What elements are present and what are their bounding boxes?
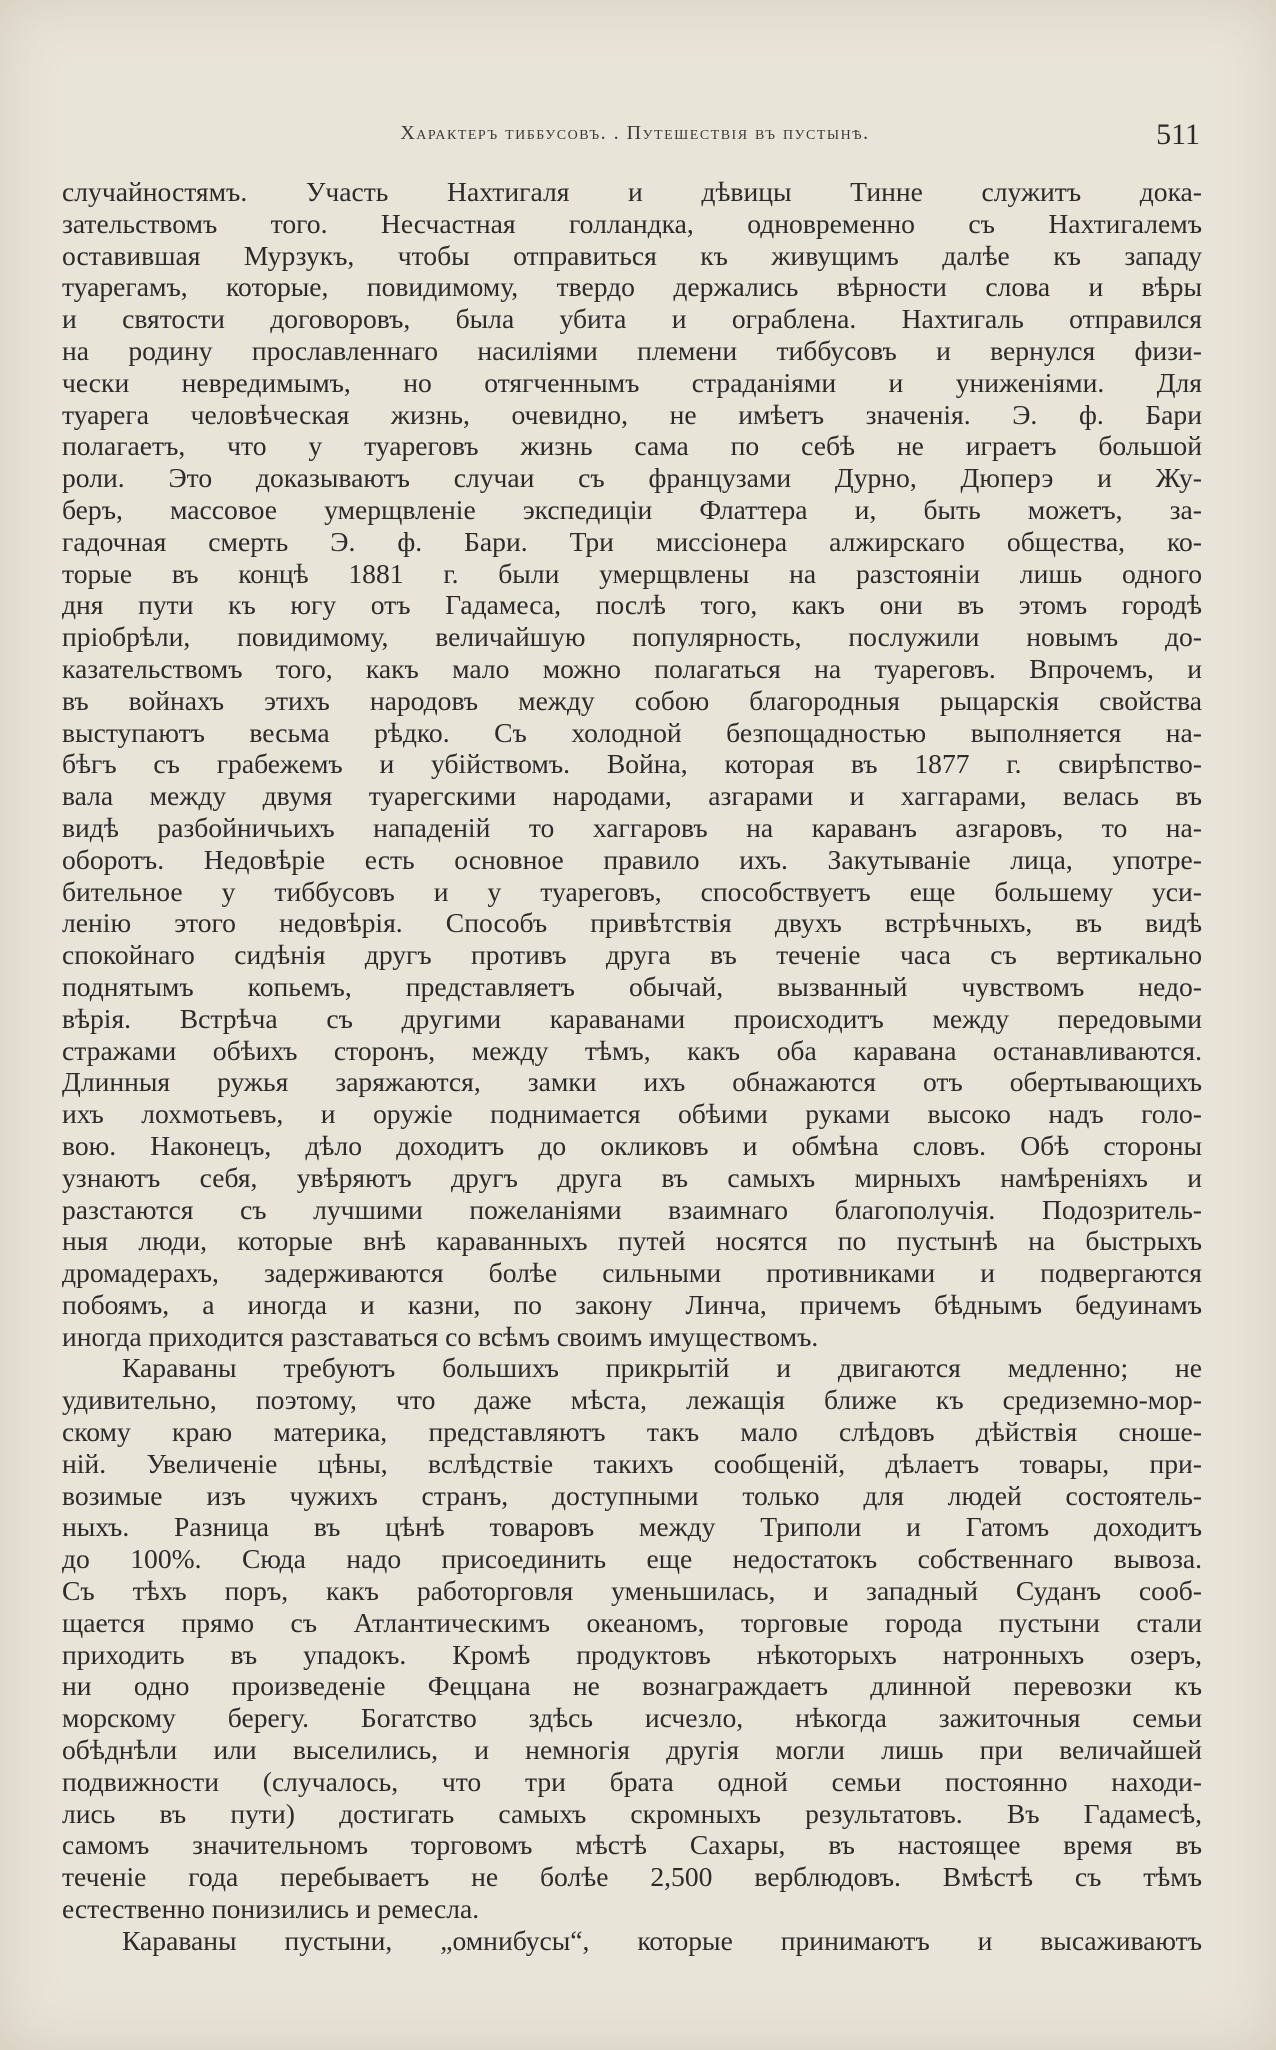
text-line: удивительно, поэтому, что даже мѣста, лежащія ближе къ средиземно-мор- <box>62 1384 1202 1416</box>
text-line: самомъ значительномъ торговомъ мѣстѣ Сахары, въ настоящее время въ <box>62 1829 1202 1861</box>
text-line: выступаютъ весьма рѣдко. Съ холодной безпощадностью выполняется на- <box>62 716 1202 748</box>
text-line: въ войнахъ этихъ народовъ между собою благородныя рыцарскія свойства <box>62 684 1202 716</box>
text-line: ній. Увеличеніе цѣны, вслѣдствіе такихъ сообщеній, дѣлаетъ товары, при- <box>62 1447 1202 1479</box>
text-line: роли. Это доказываютъ случаи съ французами Дурно, Дюперэ и Жу- <box>62 462 1202 494</box>
running-title: Характеръ тиббусовъ. . Путешествія въ пустынѣ. <box>400 122 870 144</box>
text-line: пріобрѣли, повидимому, величайшую популярность, послужили новымъ до- <box>62 621 1202 653</box>
text-line: чески невредимымъ, но отягченнымъ страданіями и униженіями. Для <box>62 366 1202 398</box>
text-line: ни одно произведеніе Феццана не вознаграждаетъ длинной перевозки къ <box>62 1670 1202 1702</box>
text-line: стражами обѣихъ сторонъ, между тѣмъ, какъ оба каравана останавливаются. <box>62 1034 1202 1066</box>
text-line: ихъ лохмотьевъ, и оружіе поднимается обѣими руками высоко надъ голо- <box>62 1098 1202 1130</box>
text-line: ныхъ. Разница въ цѣнѣ товаровъ между Триполи и Гатомъ доходитъ <box>62 1511 1202 1543</box>
text-line: приходить въ упадокъ. Кромѣ продуктовъ нѣкоторыхъ натронныхъ озеръ, <box>62 1638 1202 1670</box>
text-line: бительное у тиббусовъ и у туареговъ, способствуетъ еще большему уси- <box>62 875 1202 907</box>
text-line: щается прямо съ Атлантическимъ океаномъ, торговые города пустыни стали <box>62 1606 1202 1638</box>
text-line: случайностямъ. Участь Нахтигаля и дѣвицы Тинне служитъ дока- <box>62 176 1202 207</box>
text-line: возимые изъ чужихъ странъ, доступными только для людей состоятель- <box>62 1479 1202 1511</box>
text-line: лись въ пути) достигать самыхъ скромныхъ результатовъ. Въ Гадамесѣ, <box>62 1797 1202 1829</box>
text-line: дромадерахъ, задерживаются болѣе сильными противниками и подвергаются <box>62 1257 1202 1289</box>
text-line: подвижности (случалось, что три брата одной семьи постоянно находи- <box>62 1765 1202 1797</box>
text-line: туарегамъ, которые, повидимому, твердо держались вѣрности слова и вѣры <box>62 271 1202 303</box>
text-line: ныя люди, которые внѣ караванныхъ путей носятся по пустынѣ на быстрыхъ <box>62 1225 1202 1257</box>
text-line: до 100%. Сюда надо присоединить еще недостатокъ собственнаго вывоза. <box>62 1543 1202 1575</box>
text-line: торые въ концѣ 1881 г. были умерщвлены на разстояніи лишь одного <box>62 557 1202 589</box>
text-line: оставившая Мурзукъ, чтобы отправиться къ живущимъ далѣе къ западу <box>62 239 1202 271</box>
text-line: обѣднѣли или выселились, и немногія другія могли лишь при величайшей <box>62 1734 1202 1766</box>
page-number: 511 <box>1156 118 1200 151</box>
text-line: скому краю материка, представляютъ такъ мало слѣдовъ дѣйствія сноше- <box>62 1416 1202 1448</box>
text-line: побоямъ, а иногда и казни, по закону Линча, причемъ бѣднымъ бедуинамъ <box>62 1288 1202 1320</box>
text-line: беръ, массовое умерщвленіе экспедиціи Флаттера и, быть можетъ, за- <box>62 493 1202 525</box>
text-line: туарега человѣческая жизнь, очевидно, не имѣетъ значенія. Э. ф. Бари <box>62 398 1202 430</box>
text-line: морскому берегу. Богатство здѣсь исчезло, нѣкогда зажиточныя семьи <box>62 1702 1202 1734</box>
text-line: полагаетъ, что у туареговъ жизнь сама по себѣ не играетъ большой <box>62 430 1202 462</box>
text-line: спокойнаго сидѣнія другъ противъ друга въ теченіе часа съ вертикально <box>62 939 1202 971</box>
text-line: бѣгъ съ грабежемъ и убійствомъ. Война, которая въ 1877 г. свирѣпство- <box>62 748 1202 780</box>
paragraph-first-line: Караваны требуютъ большихъ прикрытій и двигаются медленно; не <box>122 1352 1202 1384</box>
text-line: вѣрія. Встрѣча съ другими караванами происходитъ между передовыми <box>62 1002 1202 1034</box>
text-line: разстаются съ лучшими пожеланіями взаимнаго благополучія. Подозритель- <box>62 1193 1202 1225</box>
text-line: поднятымъ копьемъ, представляетъ обычай, вызванный чувствомъ недо- <box>62 970 1202 1002</box>
text-line: вою. Наконецъ, дѣло доходитъ до окликовъ и обмѣна словъ. Обѣ стороны <box>62 1129 1202 1161</box>
text-line: и святости договоровъ, была убита и ограблена. Нахтигаль отправился <box>62 303 1202 335</box>
text-line: казательствомъ того, какъ мало можно полагаться на туареговъ. Впрочемъ, и <box>62 652 1202 684</box>
text-line: дня пути къ югу отъ Гадамеса, послѣ того, какъ они въ этомъ городѣ <box>62 589 1202 621</box>
paragraph-first-line: Караваны пустыни, „омнибусы“, которые принимаютъ и высаживаютъ <box>122 1924 1202 1956</box>
text-line: Съ тѣхъ поръ, какъ работорговля уменьшилась, и западный Суданъ сооб- <box>62 1575 1202 1607</box>
body-text <box>62 176 1202 1957</box>
text-line: зательствомъ того. Несчастная голландка, одновременно съ Нахтигалемъ <box>62 207 1202 239</box>
text-line: вала между двумя туарегскими народами, азгарами и хаггарами, велась въ <box>62 780 1202 812</box>
text-line: видѣ разбойничьихъ нападеній то хаггаровъ на караванъ азгаровъ, то на- <box>62 811 1202 843</box>
text-line: Длинныя ружья заряжаются, замки ихъ обнажаются отъ обертывающихъ <box>62 1066 1202 1098</box>
page-header <box>60 118 1210 158</box>
text-line: на родину прославленнаго насиліями племени тиббусовъ и вернулся физи- <box>62 334 1202 366</box>
text-line: ленію этого недовѣрія. Способъ привѣтствія двухъ встрѣчныхъ, въ видѣ <box>62 907 1202 939</box>
paragraph-last-line: иногда приходится разставаться со всѣмъ своимъ имуществомъ. <box>62 1320 819 1352</box>
text-line: узнаютъ себя, увѣряютъ другъ друга въ самыхъ мирныхъ намѣреніяхъ и <box>62 1161 1202 1193</box>
text-line: гадочная смерть Э. ф. Бари. Три миссіонера алжирскаго общества, ко- <box>62 525 1202 557</box>
paragraph-last-line: естественно понизились и ремесла. <box>62 1893 480 1925</box>
text-line: оборотъ. Недовѣріе есть основное правило ихъ. Закутываніе лица, употре- <box>62 843 1202 875</box>
text-line: теченіе года перебываетъ не болѣе 2,500 верблюдовъ. Вмѣстѣ съ тѣмъ <box>62 1861 1202 1893</box>
